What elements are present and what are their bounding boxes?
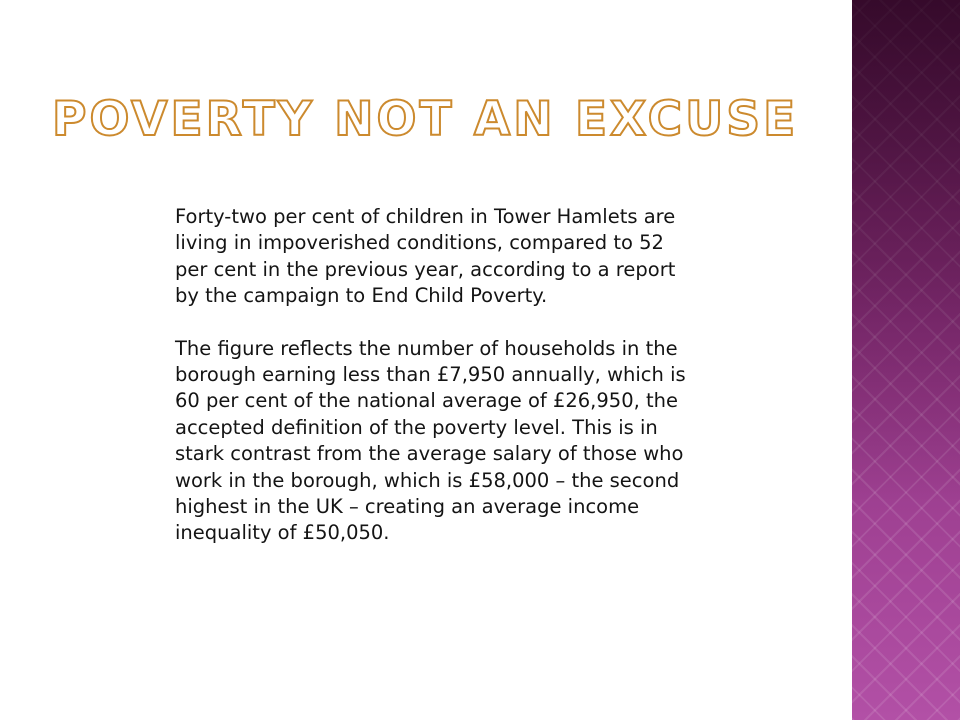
slide-body <box>175 204 695 547</box>
slide-title: POVERTY NOT AN EXCUSE <box>52 92 799 147</box>
body-paragraph-1: Forty-two per cent of children in Tower Hamlets are living in impoverished conditions, compared to 52 per cent in the previous year, according to a report by the campaign to End Child Poverty. <box>175 205 676 308</box>
body-paragraph-2: The figure reflects the number of households in the borough earning less than £7,950 annually, which is 60 per cent of the national average of £26,950, the accepted definition of the poverty level. This is in stark contrast from the average salary of those who work in the borough, which is £58,000 – the second highest in the UK – creating an average income inequality of £50,050. <box>175 336 686 545</box>
decorative-side-band <box>852 0 960 720</box>
